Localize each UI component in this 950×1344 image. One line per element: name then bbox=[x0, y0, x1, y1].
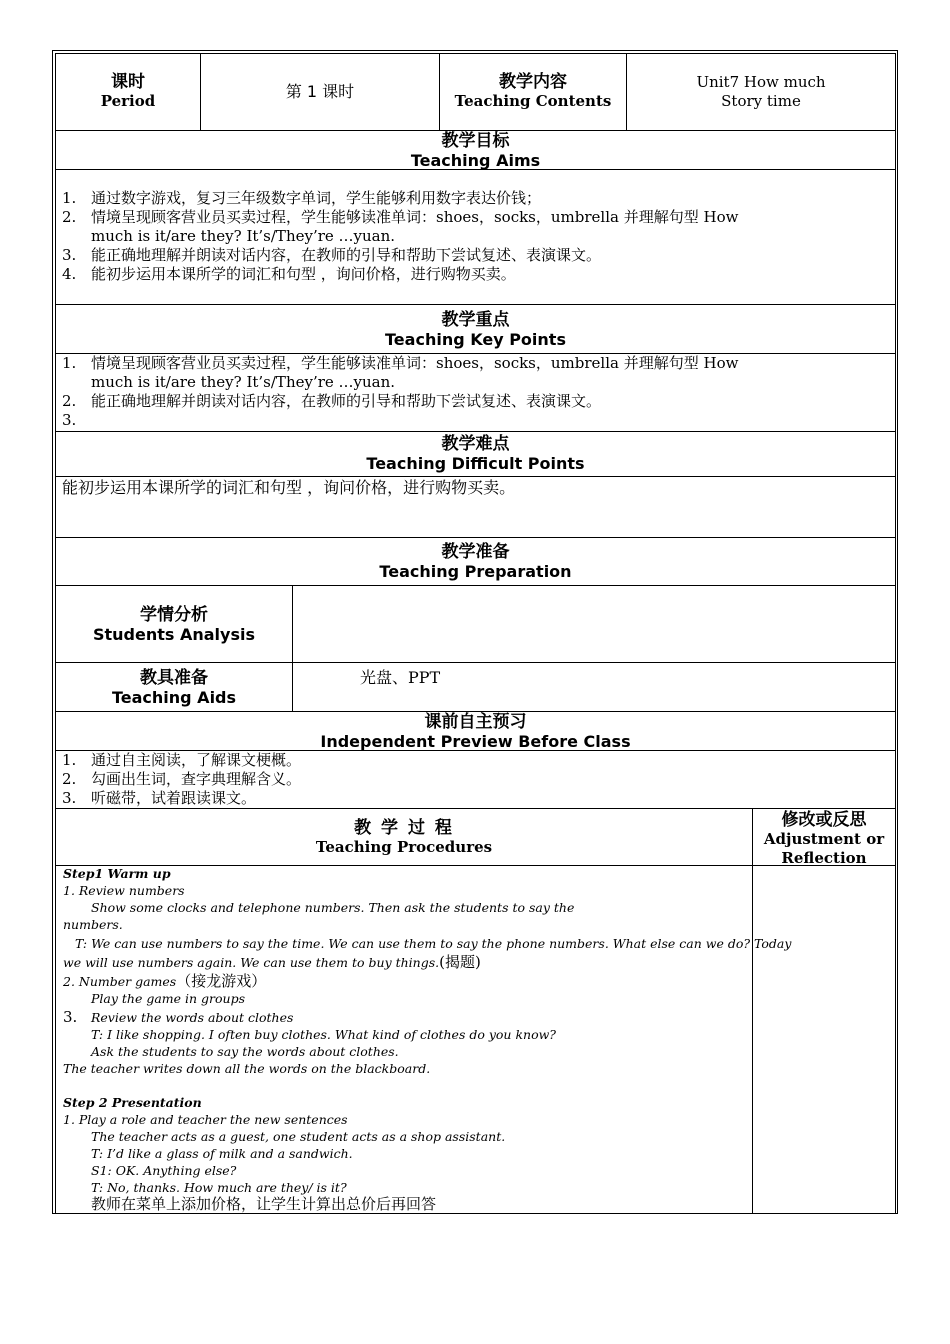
step-line: Play the game in groups bbox=[91, 991, 246, 1006]
item-number: 3. bbox=[62, 789, 77, 807]
procedures-heading bbox=[56, 818, 752, 857]
difficult-points-heading bbox=[56, 434, 895, 473]
item-text: 勾画出生词，查字典理解含义。 bbox=[91, 770, 302, 788]
period-label-en: Period bbox=[100, 92, 156, 110]
key-points-title-zh: 教学重点 bbox=[441, 310, 510, 330]
teaching-aids-en: Teaching Aids bbox=[111, 688, 237, 707]
step-item-text: 2. Number games bbox=[63, 974, 177, 989]
rule bbox=[895, 53, 896, 1213]
step-heading: Step 2 Presentation bbox=[63, 1095, 202, 1110]
teaching-aids-label bbox=[56, 668, 292, 707]
preview-heading bbox=[56, 712, 895, 751]
teaching-aids-zh: 教具准备 bbox=[140, 668, 208, 688]
key-points-heading bbox=[56, 310, 895, 349]
teaching-aids-value: 光盘、PPT bbox=[360, 668, 441, 687]
list-item bbox=[62, 246, 892, 265]
item-number: 3. bbox=[62, 411, 77, 429]
period-label bbox=[56, 72, 200, 111]
rule bbox=[55, 537, 896, 538]
item-number: 1. bbox=[62, 751, 77, 769]
list-item bbox=[62, 265, 892, 284]
item-text: 能正确地理解并朗读对话内容，在教师的引导和帮助下尝试复述、表演课文。 bbox=[91, 392, 602, 410]
key-points-list bbox=[62, 354, 892, 429]
rule bbox=[752, 808, 753, 1213]
step-line: Show some clocks and telephone numbers. Then ask the students to say the bbox=[91, 900, 575, 915]
difficult-points-title-en: Teaching Difficult Points bbox=[366, 454, 585, 473]
list-item bbox=[62, 789, 892, 808]
rule bbox=[55, 431, 896, 432]
difficult-points-title-zh: 教学难点 bbox=[441, 434, 510, 454]
rule bbox=[292, 585, 293, 711]
step-line-text: we will use numbers again. We can use them to buy things. bbox=[63, 955, 440, 970]
procedures-body bbox=[63, 865, 792, 1213]
contents-label-zh: 教学内容 bbox=[499, 72, 567, 92]
step-line: numbers. bbox=[63, 917, 123, 932]
item-text: 情境呈现顾客营业员买卖过程，学生能够读准单词：shoes，socks，umbrella 并理解句型 How bbox=[91, 208, 739, 226]
rule bbox=[55, 808, 896, 809]
preparation-heading bbox=[56, 542, 895, 581]
item-text-continued: much is it/are they? It’s/They’re …yuan. bbox=[91, 227, 396, 245]
rule bbox=[55, 169, 896, 170]
period-label-zh: 课时 bbox=[111, 72, 145, 92]
item-text: 通过数字游戏，复习三年级数字单词，学生能够利用数字表达价钱； bbox=[91, 189, 542, 207]
contents-label bbox=[440, 72, 626, 111]
item-number: 2. bbox=[62, 208, 77, 226]
students-analysis-en: Students Analysis bbox=[92, 625, 255, 644]
procedures-title-zh: 教 学 过 程 bbox=[354, 818, 454, 838]
students-analysis-label bbox=[56, 605, 292, 644]
key-points-title-en: Teaching Key Points bbox=[385, 330, 566, 349]
list-item bbox=[62, 751, 892, 770]
item-text: 通过自主阅读，了解课文梗概。 bbox=[91, 751, 302, 769]
step-item-note: （接龙游戏） bbox=[176, 972, 267, 990]
step-line: T: I like shopping. I often buy clothes. What kind of clothes do you know? bbox=[91, 1027, 556, 1042]
step-line: Ask the students to say the words about clothes. bbox=[91, 1044, 399, 1059]
item-number: 1. bbox=[62, 189, 77, 207]
spacer bbox=[63, 1077, 749, 1094]
item-text: 能初步运用本课所学的词汇和句型 ，询问价格，进行购物买卖。 bbox=[91, 265, 516, 283]
aims-title-en: Teaching Aims bbox=[410, 151, 541, 170]
rule bbox=[55, 476, 896, 477]
step-line: S1: OK. Anything else? bbox=[91, 1163, 237, 1178]
list-item bbox=[62, 770, 892, 789]
step-line: 教师在菜单上添加价格，让学生计算出总价后再回答 bbox=[91, 1195, 437, 1213]
step-line: The teacher writes down all the words on the blackboard. bbox=[63, 1061, 431, 1076]
section-title: Story time bbox=[721, 92, 801, 110]
item-number: 2. bbox=[62, 392, 77, 410]
item-number: 2. bbox=[62, 770, 77, 788]
preview-title-en: Independent Preview Before Class bbox=[320, 732, 631, 751]
contents-value bbox=[627, 73, 895, 111]
reflection-title-en-2: Reflection bbox=[781, 849, 867, 867]
item-text: 情境呈现顾客营业员买卖过程，学生能够读准单词：shoes，socks，umbrella 并理解句型 How bbox=[91, 354, 739, 372]
step-line: T: We can use numbers to say the time. We can use them to say the phone numbers. What else can we do? Today bbox=[75, 936, 792, 951]
list-item bbox=[62, 189, 892, 208]
item-number: 3. bbox=[62, 246, 77, 264]
rule bbox=[55, 585, 896, 586]
step-line: T: I’d like a glass of milk and a sandwich. bbox=[91, 1146, 353, 1161]
list-item bbox=[62, 392, 892, 411]
preview-list bbox=[62, 751, 892, 808]
step-item-text: Review the words about clothes bbox=[91, 1010, 294, 1025]
rule bbox=[55, 304, 896, 305]
preparation-title-zh: 教学准备 bbox=[441, 542, 510, 562]
unit-title: Unit7 How much bbox=[696, 73, 826, 91]
step-line bbox=[63, 954, 749, 971]
rule bbox=[55, 662, 896, 663]
step-item bbox=[63, 973, 749, 990]
item-text: 能正确地理解并朗读对话内容，在教师的引导和帮助下尝试复述、表演课文。 bbox=[91, 246, 602, 264]
procedures-title-en: Teaching Procedures bbox=[315, 838, 493, 856]
contents-label-en: Teaching Contents bbox=[454, 92, 612, 110]
step-item: 1. Review numbers bbox=[63, 883, 185, 898]
difficult-points-text: 能初步运用本课所学的词汇和句型 ，询问价格，进行购物买卖。 bbox=[62, 478, 516, 497]
step-heading: Step1 Warm up bbox=[63, 866, 171, 881]
aims-title-zh: 教学目标 bbox=[441, 131, 510, 151]
item-text-continued: much is it/are they? It’s/They’re …yuan. bbox=[91, 373, 396, 391]
step-item: 1. Play a role and teacher the new sentences bbox=[63, 1112, 348, 1127]
period-value: 第 1 课时 bbox=[285, 82, 355, 101]
step-line: The teacher acts as a guest, one student acts as a shop assistant. bbox=[91, 1129, 506, 1144]
item-text: 听磁带，试着跟读课文。 bbox=[91, 789, 257, 807]
step-item-number: 3. bbox=[63, 1008, 78, 1026]
aims-list bbox=[62, 189, 892, 284]
step-item bbox=[63, 1009, 749, 1026]
preview-title-zh: 课前自主预习 bbox=[424, 712, 527, 732]
reflection-title-zh: 修改或反思 bbox=[781, 810, 867, 830]
reflection-title-en: Adjustment or bbox=[763, 830, 885, 848]
list-item bbox=[62, 208, 892, 246]
preparation-title-en: Teaching Preparation bbox=[379, 562, 572, 581]
reflection-heading bbox=[753, 810, 895, 868]
rule bbox=[55, 53, 896, 54]
aims-heading bbox=[56, 131, 895, 170]
step-line-note: (揭题) bbox=[439, 953, 481, 971]
item-number: 4. bbox=[62, 265, 77, 283]
step-line: T: No, thanks. How much are they/ is it? bbox=[91, 1180, 347, 1195]
item-number: 1. bbox=[62, 354, 77, 372]
students-analysis-zh: 学情分析 bbox=[140, 605, 208, 625]
list-item bbox=[62, 354, 892, 392]
